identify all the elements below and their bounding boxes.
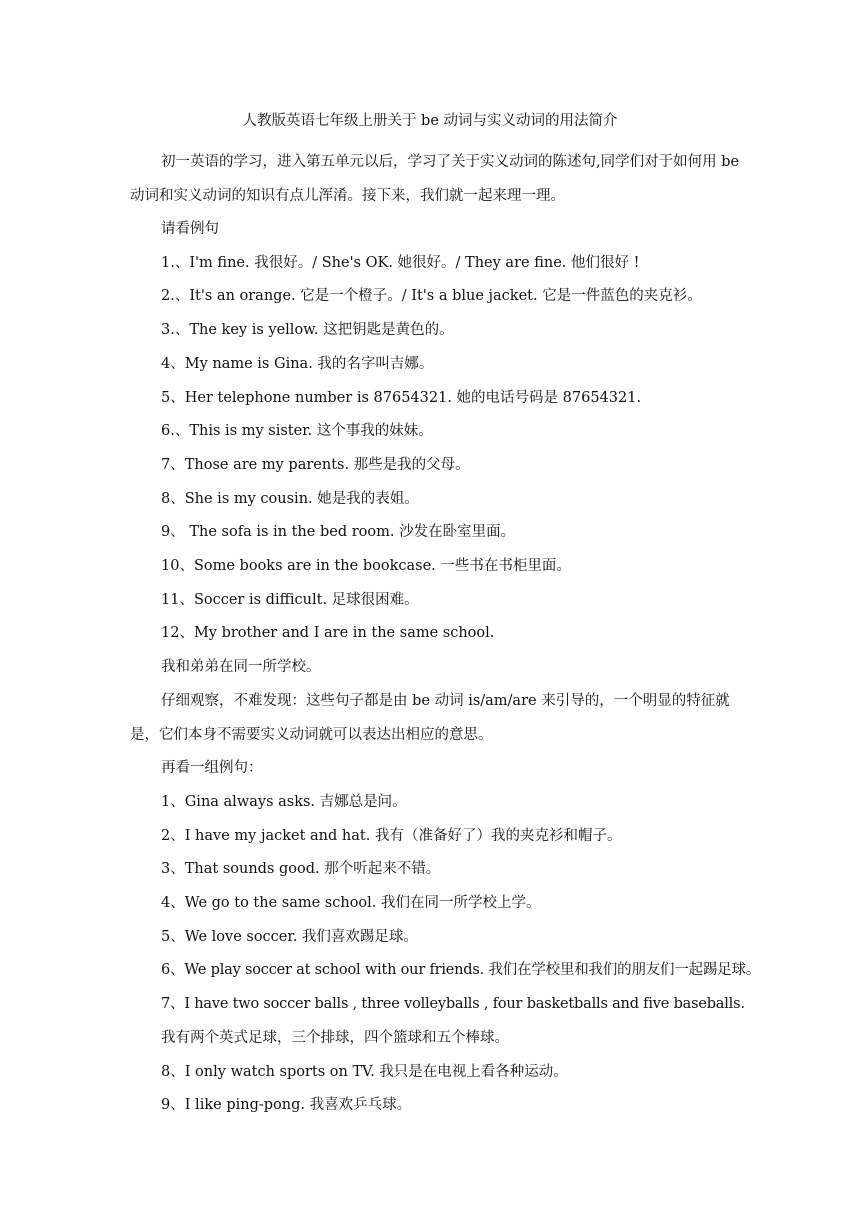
example-line: 12、My brother and I are in the same school. <box>161 625 495 642</box>
example-translation: 我和弟弟在同一所学校。 <box>161 659 321 676</box>
example-line: 6.、This is my sister. 这个事我的妹妹。 <box>161 423 433 440</box>
example-line: 7、I have two soccer balls , three volleyballs , four basketballs and five baseballs. <box>161 996 745 1013</box>
example-line: 4、We go to the same school. 我们在同一所学校上学。 <box>161 895 541 912</box>
example-line: 5、We love soccer. 我们喜欢踢足球。 <box>161 928 418 945</box>
example-line: 2.、It's an orange. 它是一个橙子。/ It's a blue jacket. 它是一件蓝色的夹克衫。 <box>161 288 702 305</box>
example-line: 1.、I'm fine. 我很好。/ She's OK. 她很好。/ They are fine. 他们很好 ! <box>161 254 640 271</box>
example-line: 3.、The key is yellow. 这把钥匙是黄色的。 <box>161 322 454 339</box>
section-heading-more-examples: 再看一组例句： <box>161 760 263 777</box>
example-line: 6、We play soccer at school with our friends. 我们在学校里和我们的朋友们一起踢足球。 <box>161 962 761 979</box>
example-line: 8、She is my cousin. 她是我的表姐。 <box>161 490 419 507</box>
intro-paragraph: 初一英语的学习，进入第五单元以后，学习了关于实义动词的陈述句,同学们对于如何用 be 动词和实义动词的知识有点儿浑淆。接下来，我们就一起来理一理。 <box>130 154 740 204</box>
example-line: 8、I only watch sports on TV. 我只是在电视上看各种运动。 <box>161 1063 568 1080</box>
example-line: 11、Soccer is difficult. 足球很困难。 <box>161 591 419 608</box>
example-translation: 我有两个英式足球，三个排球，四个篮球和五个棒球。 <box>161 1029 509 1046</box>
example-line: 7、Those are my parents. 那些是我的父母。 <box>161 456 470 473</box>
example-line: 1、Gina always asks. 吉娜总是问。 <box>161 793 407 810</box>
document-body <box>130 145 761 1123</box>
observation-paragraph: 仔细观察，不难发现：这些句子都是由 be 动词 is/am/are 来引导的，一个明显的特征就是，它们本身不需要实义动词就可以表达出相应的意思。 <box>130 692 730 743</box>
example-line: 3、That sounds good. 那个听起来不错。 <box>161 861 441 878</box>
section-heading-examples: 请看例句 <box>161 221 219 237</box>
example-line: 9、 The sofa is in the bed room. 沙发在卧室里面。 <box>161 524 516 541</box>
example-line: 9、I like ping-pong. 我喜欢乒乓球。 <box>161 1097 412 1114</box>
example-line: 4、My name is Gina. 我的名字叫吉娜。 <box>161 355 434 372</box>
example-line: 5、Her telephone number is 87654321. 她的电话号码是 87654321. <box>161 389 642 406</box>
example-line: 10、Some books are in the bookcase. 一些书在书柜里面。 <box>161 558 571 575</box>
example-line: 2、I have my jacket and hat. 我有（准备好了）我的夹克衫和帽子。 <box>161 827 622 844</box>
document-title: 人教版英语七年级上册关于 be 动词与实义动词的用法简介 <box>242 113 618 129</box>
